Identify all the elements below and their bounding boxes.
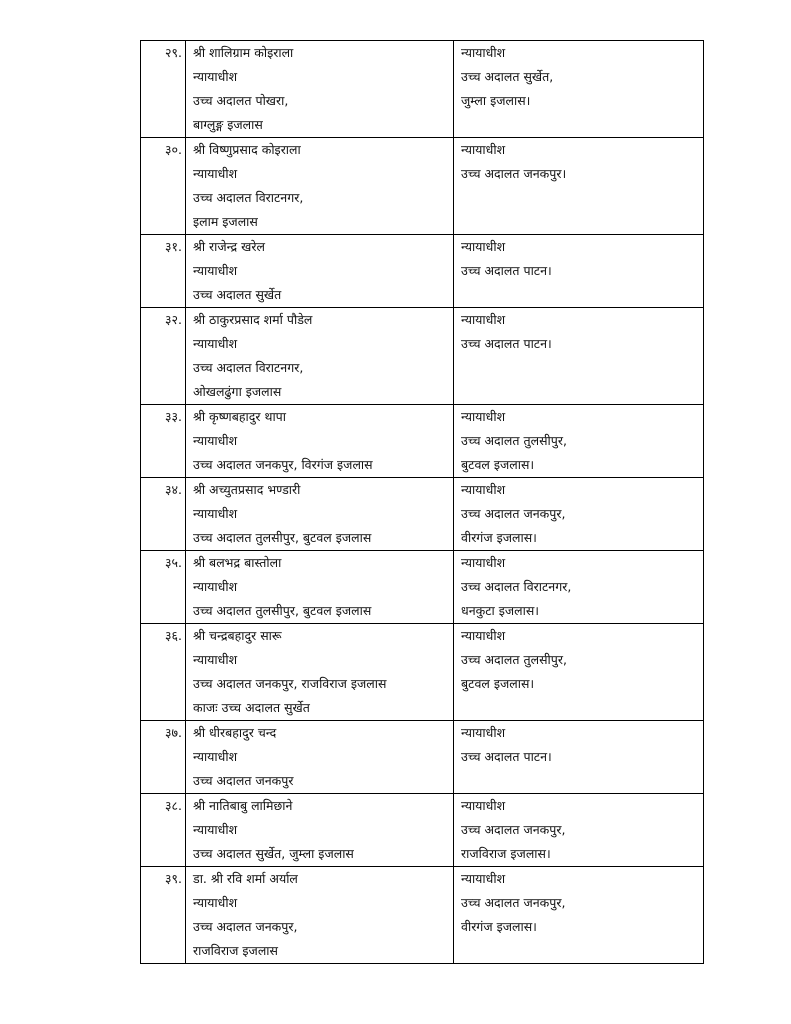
- new-post-line: न्यायाधीश: [461, 239, 506, 254]
- current-post-cell: [186, 794, 454, 867]
- new-post-line: न्यायाधीश: [461, 312, 506, 327]
- table-row: [141, 551, 704, 624]
- new-post-line: उच्च अदालत सुर्खेत,: [461, 69, 554, 84]
- current-post-line: ओखलढुंगा इजलास: [193, 384, 282, 399]
- current-post-line: इलाम इजलास: [193, 214, 258, 229]
- new-post-cell: [454, 794, 704, 867]
- judge-name: श्री विष्णुप्रसाद कोइराला: [193, 142, 301, 157]
- new-post-line: न्यायाधीश: [461, 798, 506, 813]
- new-post-line: वीरगंज इजलास।: [461, 530, 537, 545]
- current-post-cell: [186, 41, 454, 138]
- new-post-cell: [454, 867, 704, 964]
- new-post-line: उच्च अदालत जनकपुर।: [461, 166, 567, 181]
- new-post-cell: [454, 721, 704, 794]
- current-post-cell: [186, 308, 454, 405]
- serial-number: ३२.: [141, 308, 186, 405]
- serial-number: ३९.: [141, 867, 186, 964]
- current-post-line: उच्च अदालत विराटनगर,: [193, 360, 304, 375]
- serial-number: २९.: [141, 41, 186, 138]
- new-post-line: वीरगंज इजलास।: [461, 919, 537, 934]
- current-post-line: न्यायाधीश: [193, 579, 238, 594]
- current-post-line: न्यायाधीश: [193, 69, 238, 84]
- new-post-cell: [454, 308, 704, 405]
- current-post-cell: [186, 721, 454, 794]
- current-post-line: न्यायाधीश: [193, 652, 238, 667]
- table-row: [141, 308, 704, 405]
- table-body: [141, 41, 704, 964]
- current-post-line: न्यायाधीश: [193, 506, 238, 521]
- serial-number: ३८.: [141, 794, 186, 867]
- current-post-line: न्यायाधीश: [193, 263, 238, 278]
- judge-name: श्री शालिग्राम कोइराला: [193, 45, 294, 60]
- new-post-line: न्यायाधीश: [461, 45, 506, 60]
- current-post-line: न्यायाधीश: [193, 336, 238, 351]
- current-post-cell: [186, 478, 454, 551]
- judge-name: श्री अच्युतप्रसाद भण्डारी: [193, 482, 301, 497]
- current-post-cell: [186, 235, 454, 308]
- current-post-line: उच्च अदालत तुलसीपुर, बुटवल इजलास: [193, 603, 372, 618]
- new-post-cell: [454, 551, 704, 624]
- current-post-cell: [186, 405, 454, 478]
- serial-number: ३६.: [141, 624, 186, 721]
- current-post-line: न्यायाधीश: [193, 822, 238, 837]
- new-post-line: उच्च अदालत जनकपुर,: [461, 506, 566, 521]
- current-post-line: उच्च अदालत सुर्खेत: [193, 287, 282, 302]
- new-post-cell: [454, 624, 704, 721]
- current-post-line: उच्च अदालत जनकपुर, विरगंज इजलास: [193, 457, 373, 472]
- current-post-cell: [186, 867, 454, 964]
- new-post-cell: [454, 138, 704, 235]
- current-post-line: काजः उच्च अदालत सुर्खेत: [193, 700, 310, 715]
- current-post-cell: [186, 624, 454, 721]
- new-post-line: बुटवल इजलास।: [461, 457, 535, 472]
- serial-number: ३३.: [141, 405, 186, 478]
- table-row: [141, 138, 704, 235]
- new-post-cell: [454, 41, 704, 138]
- new-post-line: न्यायाधीश: [461, 725, 506, 740]
- new-post-line: जुम्ला इजलास।: [461, 93, 531, 108]
- serial-number: ३१.: [141, 235, 186, 308]
- new-post-line: उच्च अदालत पाटन।: [461, 749, 552, 764]
- serial-number: ३०.: [141, 138, 186, 235]
- current-post-cell: [186, 138, 454, 235]
- judge-name: श्री बलभद्र बास्तोला: [193, 555, 282, 570]
- serial-number: ३४.: [141, 478, 186, 551]
- new-post-line: उच्च अदालत तुलसीपुर,: [461, 433, 567, 448]
- new-post-line: न्यायाधीश: [461, 142, 506, 157]
- judge-name: श्री कृष्णबहादुर थापा: [193, 409, 287, 424]
- new-post-cell: [454, 478, 704, 551]
- current-post-line: उच्च अदालत जनकपुर,: [193, 919, 298, 934]
- new-post-line: उच्च अदालत पाटन।: [461, 263, 552, 278]
- judge-name: श्री ठाकुरप्रसाद शर्मा पौडेल: [193, 312, 313, 327]
- new-post-line: धनकुटा इजलास।: [461, 603, 540, 618]
- current-post-line: बाग्लुङ्ग इजलास: [193, 117, 263, 132]
- new-post-line: बुटवल इजलास।: [461, 676, 535, 691]
- new-post-line: उच्च अदालत विराटनगर,: [461, 579, 572, 594]
- current-post-line: उच्च अदालत विराटनगर,: [193, 190, 304, 205]
- new-post-line: राजविराज इजलास।: [461, 846, 551, 861]
- current-post-cell: [186, 551, 454, 624]
- judge-transfer-table: [140, 40, 704, 964]
- current-post-line: उच्च अदालत जनकपुर: [193, 773, 294, 788]
- current-post-line: राजविराज इजलास: [193, 943, 278, 958]
- new-post-cell: [454, 235, 704, 308]
- current-post-line: न्यायाधीश: [193, 749, 238, 764]
- current-post-line: न्यायाधीश: [193, 895, 238, 910]
- current-post-line: न्यायाधीश: [193, 166, 238, 181]
- judge-name: श्री चन्द्रबहादुर सारू: [193, 628, 282, 643]
- table-row: [141, 405, 704, 478]
- new-post-line: उच्च अदालत पाटन।: [461, 336, 552, 351]
- table-row: [141, 41, 704, 138]
- judge-name: श्री नातिबाबु लामिछाने: [193, 798, 293, 813]
- current-post-line: उच्च अदालत जनकपुर, राजविराज इजलास: [193, 676, 387, 691]
- new-post-line: न्यायाधीश: [461, 482, 506, 497]
- current-post-line: उच्च अदालत सुर्खेत, जुम्ला इजलास: [193, 846, 354, 861]
- judge-name: श्री धीरबहादुर चन्द: [193, 725, 277, 740]
- current-post-line: न्यायाधीश: [193, 433, 238, 448]
- new-post-line: न्यायाधीश: [461, 409, 506, 424]
- table-row: [141, 794, 704, 867]
- new-post-line: उच्च अदालत जनकपुर,: [461, 822, 566, 837]
- serial-number: ३५.: [141, 551, 186, 624]
- table-row: [141, 867, 704, 964]
- new-post-cell: [454, 405, 704, 478]
- current-post-line: उच्च अदालत तुलसीपुर, बुटवल इजलास: [193, 530, 372, 545]
- serial-number: ३७.: [141, 721, 186, 794]
- new-post-line: न्यायाधीश: [461, 871, 506, 886]
- table-row: [141, 235, 704, 308]
- new-post-line: न्यायाधीश: [461, 555, 506, 570]
- judge-name: डा. श्री रवि शर्मा अर्याल: [193, 871, 298, 886]
- new-post-line: उच्च अदालत तुलसीपुर,: [461, 652, 567, 667]
- table-row: [141, 624, 704, 721]
- table-row: [141, 478, 704, 551]
- table-row: [141, 721, 704, 794]
- judge-name: श्री राजेन्द्र खरेल: [193, 239, 265, 254]
- current-post-line: उच्च अदालत पोखरा,: [193, 93, 289, 108]
- new-post-line: उच्च अदालत जनकपुर,: [461, 895, 566, 910]
- new-post-line: न्यायाधीश: [461, 628, 506, 643]
